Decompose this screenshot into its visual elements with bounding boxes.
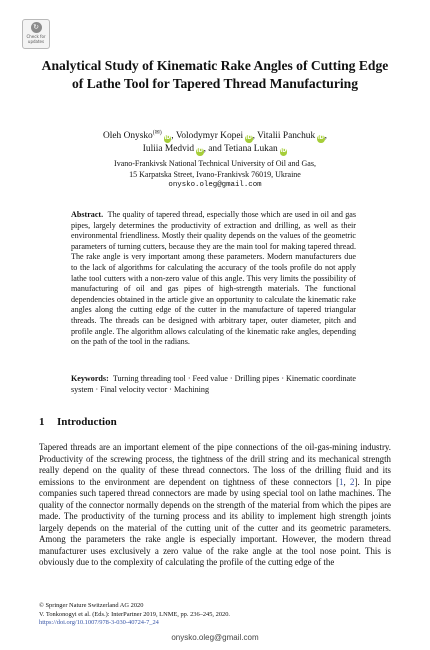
- author-email[interactable]: onysko.oleg@gmail.com: [168, 181, 262, 189]
- section-heading: [39, 416, 117, 428]
- badge-line2: updates: [27, 39, 45, 44]
- corresponding-author-mark: (✉): [152, 130, 162, 136]
- affiliation-line2: 15 Karpatska Street, Ivano-Frankivsk 76019, Ukraine: [129, 170, 301, 179]
- orcid-icon[interactable]: iD: [196, 148, 203, 154]
- author-separator: ,: [252, 131, 258, 141]
- check-for-updates-badge[interactable]: [22, 19, 50, 49]
- affiliation: [45, 158, 385, 191]
- orcid-icon[interactable]: iD: [317, 135, 324, 141]
- author-name: Oleh Onysko: [103, 131, 153, 141]
- citation-link[interactable]: 2: [350, 476, 355, 487]
- orcid-icon[interactable]: iD: [164, 135, 171, 141]
- page-footer: [39, 602, 230, 628]
- abstract-text: The quality of tapered thread, especially those which are used in oil and gas pipes, largely determines the productivity of extraction and drilling, as well as their environmental friendliness. Mostly their quality depends on the values of the geometric parameters of turning cutters, because they are the main tool for making tapered thread. The rake angle is very important among these parameters. Modern manufacturers due to the lack of algorithms for calculating the accuracy of the tools profile do not apply lathe tool cutters with a non-zero value of this angle. This very limits the possibility of manufacturing of oil and gas pipes of high-strength materials. The functional dependencies obtained in the article give an opportunity to calculate the kinematic rake angles along the cutting edge of the cutter in the manufacture of tapered triangular threads. The threads can be designed with arbitrary taper, outer diameter, pitch and profile angle. The algorithm allows calculating of the kinematic rake angles, depending on the path of the tool in the radians.: [71, 210, 356, 347]
- refresh-icon: ↻: [31, 22, 42, 33]
- doi-link[interactable]: https://doi.org/10.1007/978-3-030-40724-7_24: [39, 619, 159, 626]
- copyright-line: © Springer Nature Switzerland AG 2020: [39, 602, 144, 609]
- orcid-icon[interactable]: iD: [280, 148, 287, 154]
- citation-separator: ,: [343, 476, 351, 487]
- author-name: Iuliia Medvid: [142, 144, 195, 154]
- abstract-label: Abstract.: [71, 210, 104, 219]
- keywords-label: Keywords:: [71, 374, 109, 383]
- intro-text: ]. In pipe companies such tapered thread connectors are made by using special tool on lathe machines. The quality of the connector normally depends on the strength of the material from which the pipes are made. The productivity of the turning process and its ability to implement high strength joints largely depends on the material of the cutting unit of the cutter and its geometric parameters. Among the parameters the rake angle is especially important. However, the modern thread manufacturer uses exclusively a zero value of the rake angle at the tool nose point. This is obviously due to the complexity of calculating the profile of the cutting edge of the: [39, 476, 391, 568]
- section-title: Introduction: [57, 416, 117, 428]
- author-separator: ,: [324, 131, 327, 141]
- author-list: [45, 127, 385, 156]
- affiliation-line1: Ivano-Frankivsk National Technical University of Oil and Gas,: [114, 159, 316, 168]
- author-separator: ,: [171, 131, 176, 141]
- citation-link[interactable]: 1: [339, 476, 344, 487]
- orcid-icon[interactable]: iD: [245, 135, 252, 141]
- badge-line1: Check for: [26, 34, 46, 39]
- citation-line: V. Tonkonogyi et al. (Eds.): InterPartner 2019, LNME, pp. 236–245, 2020.: [39, 610, 231, 618]
- author-name: Tetiana Lukan: [223, 144, 278, 154]
- author-name: Vitalii Panchuk: [257, 131, 316, 141]
- keywords: [71, 374, 356, 395]
- section-number: 1: [39, 416, 45, 428]
- email-watermark: onysko.oleg@gmail.com: [171, 633, 259, 642]
- author-separator: , and: [203, 144, 224, 154]
- paper-title: Analytical Study of Kinematic Rake Angles of Cutting Edge of Lathe Tool for Tapered Thread Manufacturing: [41, 58, 389, 91]
- author-name: Volodymyr Kopei: [175, 131, 244, 141]
- introduction-paragraph: [39, 442, 391, 569]
- abstract: [71, 210, 356, 348]
- intro-text: Tapered threads are an important element of the pipe connections of the oil-gas-mining industry. Productivity of the screwing process, the tightness of the drill string and its mechanical strength really depend on the quality of these thread connectors. The loss of the drilling fluid and its emissions to the environment are dependent on tightness of these connectors [: [39, 442, 391, 487]
- keywords-text: Turning threading tool · Feed value · Drilling pipes · Kinematic coordinate system · Final velocity vector · Machining: [71, 374, 356, 394]
